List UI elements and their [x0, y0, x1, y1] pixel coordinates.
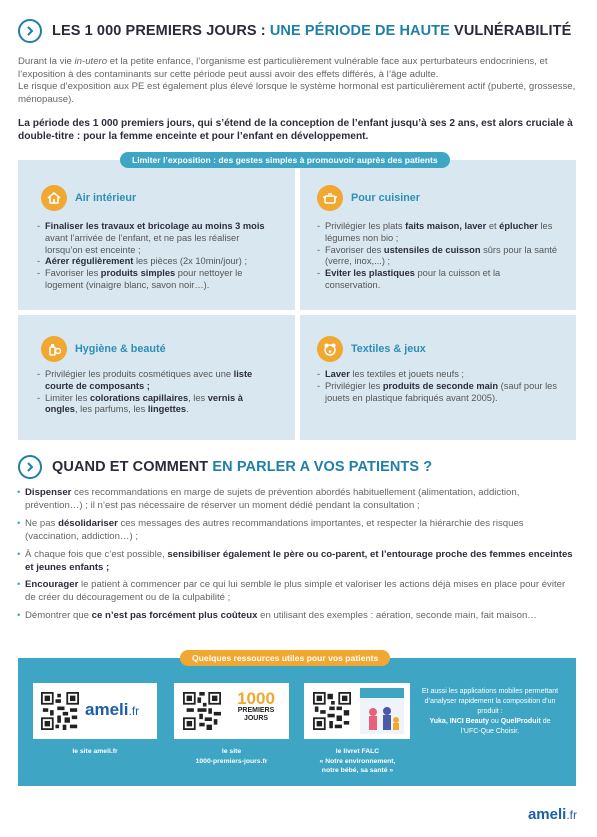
card-title: Hygiène & beauté [75, 343, 166, 355]
card-hygiene-header [41, 336, 166, 362]
resource-1000-jours-card[interactable] [174, 683, 289, 739]
section-title: LES 1 000 PREMIERS JOURS : UNE PÉRIODE DE HAUTE VULNÉRABILITÉ [52, 23, 572, 39]
card-cook-list [317, 221, 557, 292]
card-air-list [37, 221, 273, 292]
advice-list [18, 487, 576, 628]
card-hygiene-list [37, 369, 273, 416]
list-item: • Encourager le patient à commencer par ce qui lui semble le plus simple et valoriser les actions déjà mises en place pour éviter de créer du découragement ou de la culpabilité ; [18, 579, 576, 605]
intro-paragraph-1: Durant la vie in-utero et la petite enfance, l’organisme est particulièrement vulnérable face aux perturbateurs endocriniens, et l’exposition à des contaminants sur cette période peut aussi avoir des effets différés, à l’âge adulte. [18, 56, 548, 80]
list-item: • Démontrer que ce n’est pas forcément plus coûteux en utilisant des exemples : aération, seconde main, fait maison… [18, 610, 576, 623]
list-item: - Privilégier les produits de seconde main (sauf pour les jouets en plastique fabriqués avant 2005). [317, 381, 562, 405]
list-item: - Limiter les colorations capillaires, les vernis à ongles, les parfums, les lingettes. [37, 393, 273, 417]
card-textiles-list [317, 369, 562, 404]
list-item: - Laver les textiles et jouets neufs ; [317, 369, 562, 381]
card-textiles-header [317, 336, 426, 362]
resource-caption: le site 1000-premiers-jours.fr [195, 748, 268, 765]
resource-caption: le livret FALC « Notre environnement, notre bébé, sa santé » [319, 748, 396, 774]
cosmetics-icon [41, 336, 67, 362]
qr-code-icon [183, 692, 221, 730]
list-item: - Favoriser les produits simples pour nettoyer le logement (vinaigre blanc, savon noir…). [37, 268, 273, 292]
card-air-header [41, 185, 136, 211]
resources-pill: Quelques ressources utiles pour vos patients [180, 650, 390, 666]
footer-ameli-logo: ameli.fr [527, 806, 577, 823]
list-item: - Privilégier les plats faits maison, laver et éplucher les légumes non bio ; [317, 221, 557, 245]
pot-icon [317, 185, 343, 211]
limit-exposure-pill: Limiter l’exposition : des gestes simples à promouvoir auprès des patients [120, 152, 450, 168]
house-icon [41, 185, 67, 211]
chevron-right-icon [18, 19, 42, 43]
resource-livret-card[interactable] [304, 683, 410, 739]
1000-jours-logo: 1000 PREMIERS JOURS [237, 689, 275, 722]
list-item: - Favoriser des ustensiles de cuisson sûrs pour la santé (verre, inox,...) ; [317, 245, 557, 269]
list-item: - Eviter les plastiques pour la cuisson et la conservation. [317, 268, 557, 292]
section-title: QUAND ET COMMENT EN PARLER A VOS PATIENTS ? [52, 459, 433, 475]
resources-apps-note: Et aussi les applications mobiles permettant d’analyser rapidement la composition d’un produit : Yuka, INCI Beauty ou QuelProduit de l’UFC-Que Choisir. [421, 688, 559, 735]
resource-ameli-card[interactable] [33, 683, 157, 739]
list-item: - Privilégier les produits cosmétiques avec une liste courte de composants ; [37, 369, 273, 393]
list-item: • À chaque fois que c’est possible, sensibiliser également le père ou co-parent, et l’entourage proche des femmes enceintes et jeunes enfants ; [18, 549, 576, 575]
lead-paragraph: La période des 1 000 premiers jours, qui s’étend de la conception de l’enfant jusqu’à ses 2 ans, est alors cruciale à double-titre : pour la femme enceinte et pour l’enfant en développement. [18, 118, 573, 143]
card-title: Air intérieur [75, 192, 137, 204]
section-header-when-how [18, 455, 432, 479]
intro-paragraph-2: Le risque d’exposition aux PE est également plus élevé lorsque le système hormonal est particulièrement actif (puberté, grossesse, ménopause). [18, 81, 576, 105]
resource-caption: le site ameli.fr [72, 748, 118, 755]
list-item: - Finaliser les travaux et bricolage au moins 3 mois avant l’arrivée de l’enfant, et ne pas les réaliser lorsqu’on est enceinte ; [37, 221, 273, 256]
teddy-bear-icon [317, 336, 343, 362]
list-item: • Ne pas désolidariser ces messages des autres recommandations importantes, et respecter la hiérarchie des risques (vaccination, addiction…) ; [18, 518, 576, 544]
card-title: Pour cuisiner [351, 192, 420, 204]
section-header-1000-days [18, 19, 571, 43]
chevron-right-icon [18, 455, 42, 479]
list-item: • Dispenser ces recommandations en marge de sujets de prévention abordés habituellement (alimentation, addiction, prévention…) ; il n’est pas nécessaire de réserver un moment dédié pendant la consultation ; [18, 487, 576, 513]
booklet-cover-icon [360, 688, 404, 734]
ameli-logo: ameli.fr [85, 700, 140, 719]
card-cook-header [317, 185, 420, 211]
intro-text [18, 56, 578, 106]
qr-code-icon [313, 692, 351, 730]
card-title: Textiles & jeux [351, 343, 426, 355]
list-item: - Aérer régulièrement les pièces (2x 10min/jour) ; [37, 256, 273, 268]
qr-code-icon [41, 692, 79, 730]
